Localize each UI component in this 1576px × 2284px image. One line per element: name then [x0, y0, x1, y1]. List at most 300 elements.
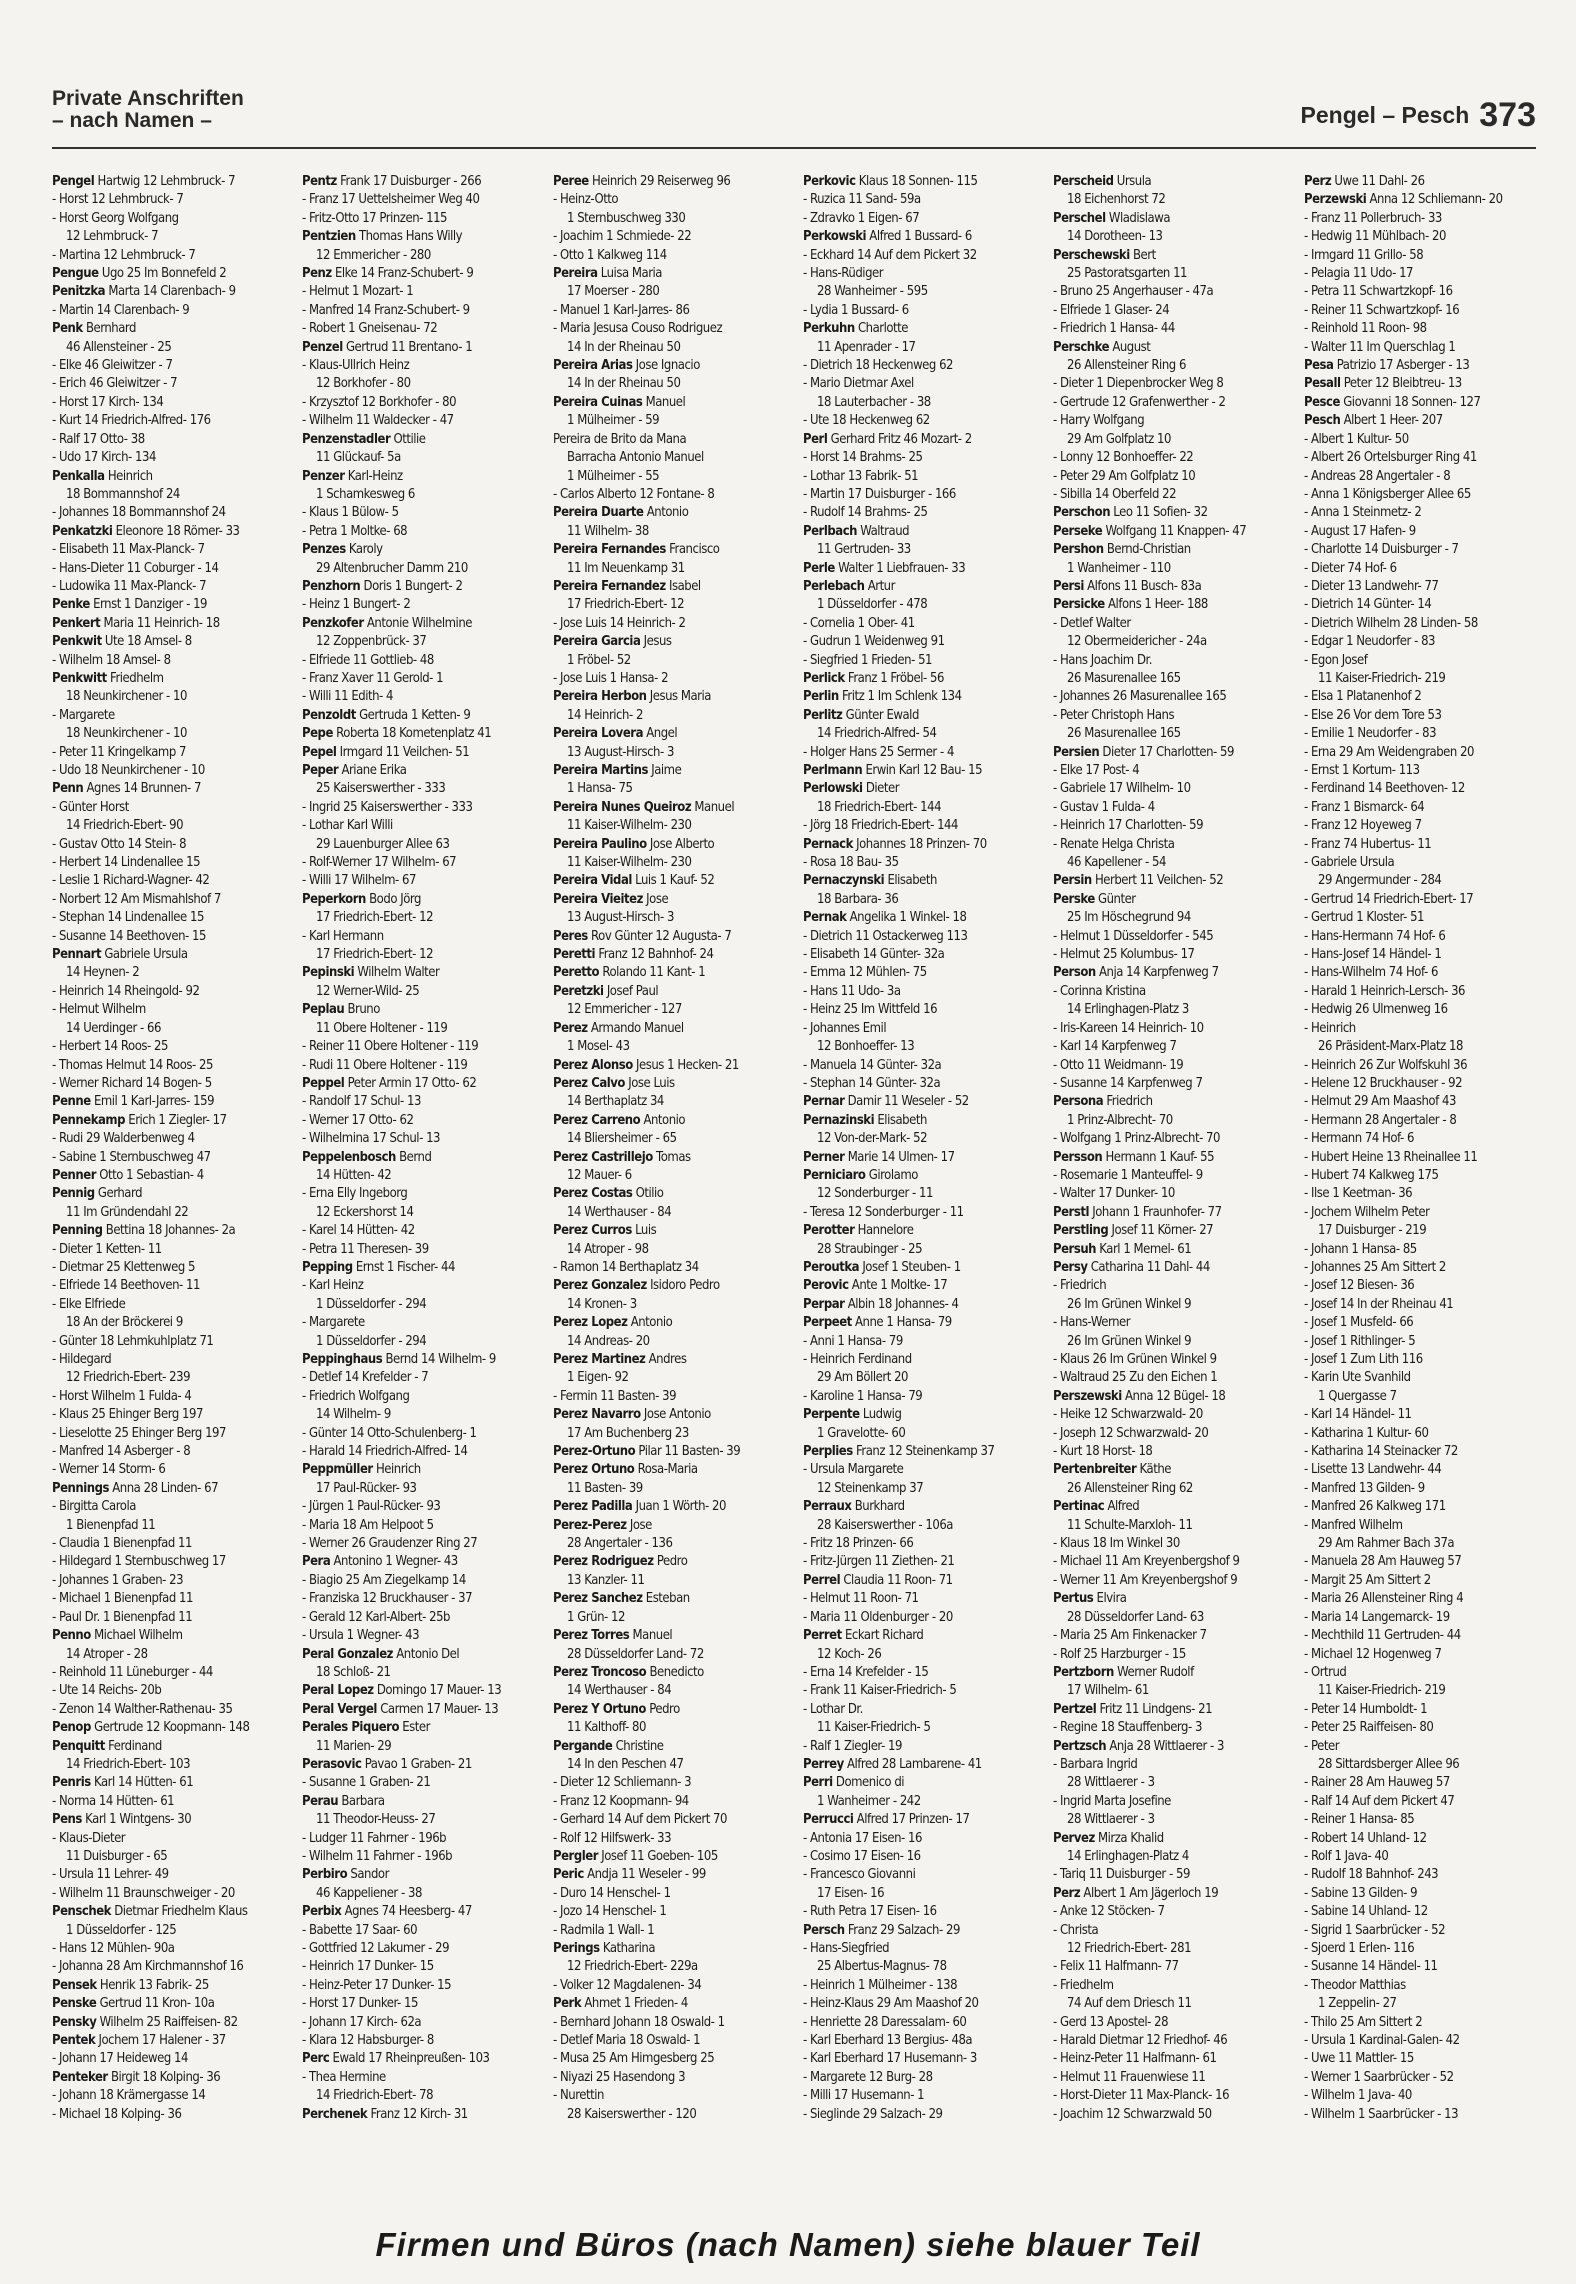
page-number: 373 — [1479, 96, 1536, 134]
directory-entry: Pengel Hartwig 12 Lehmbruck- 7 — [52, 173, 236, 189]
directory-entry: - Rudi 29 Walderbenweg 4 — [52, 1130, 195, 1147]
directory-entry: - Walter 17 Dunker- 10 — [1053, 1185, 1176, 1202]
directory-entry: - Karl Hermann — [302, 927, 385, 944]
directory-entry: Pereira Lovera Angel — [552, 725, 677, 742]
directory-entry: - Helmut 25 Kolumbus- 17 — [1053, 946, 1195, 963]
directory-entry: - Gertrud 14 Friedrich-Ebert- 17 — [1303, 890, 1473, 907]
directory-entry: Perschon Leo 11 Sofien- 32 — [1053, 504, 1208, 521]
directory-entry: - Mechthild 11 Gertruden- 44 — [1303, 1627, 1461, 1644]
directory-entry: - Margarete 12 Burg- 28 — [802, 2068, 933, 2085]
directory-entry: - Gustav 1 Fulda- 4 — [1053, 798, 1156, 815]
directory-entry: 17 Friedrich-Ebert- 12 — [316, 909, 434, 926]
directory-entry: Perez Martinez Andres — [552, 1351, 687, 1367]
surname: Penkert — [52, 614, 101, 631]
surname: Pershon — [1053, 541, 1104, 558]
directory-entry: - Hedwig 26 Ulmenweg 16 — [1303, 1001, 1448, 1018]
directory-entry: Peretzki Josef Paul — [552, 982, 658, 999]
surname: Pennart — [52, 946, 102, 963]
directory-entry: - Jose Luis 1 Hansa- 2 — [552, 669, 668, 686]
directory-entry: - Fritz 18 Prinzen- 66 — [802, 1535, 914, 1552]
surname: Pereira Garcia — [552, 633, 641, 650]
surname: Perbiro — [302, 1866, 348, 1883]
directory-entry: 29 Lauenburger Allee 63 — [316, 835, 450, 852]
directory-entry: - Josef 12 Biesen- 36 — [1303, 1277, 1414, 1294]
directory-entry: 28 Straubinger - 25 — [817, 1240, 923, 1257]
surname: Persi — [1053, 577, 1085, 594]
directory-entry: - Heinz 25 Im Wittfeld 16 — [802, 1001, 938, 1018]
directory-entry: - Hans-Josef 14 Händel- 1 — [1303, 946, 1442, 963]
directory-entry: - Johanna 28 Am Kirchmannshof 16 — [52, 1958, 244, 1975]
directory-entry: - Martina 12 Lehmbruck- 7 — [52, 246, 196, 263]
listing-columns — [52, 172, 1542, 2122]
directory-entry: - Horst 12 Lehmbruck- 7 — [52, 191, 184, 208]
directory-entry: - Peter 11 Kringelkamp 7 — [52, 743, 186, 760]
directory-entry: 12 Obermeidericher - 24a — [1067, 633, 1208, 650]
surname: Pens — [52, 1811, 82, 1828]
directory-entry: 12 Friedrich-Ebert- 229a — [566, 1958, 698, 1975]
surname: Pereira Cuinas — [552, 393, 643, 410]
directory-entry: - Maria 14 Langemarck- 19 — [1303, 1608, 1450, 1625]
surname: Pennings — [52, 1479, 110, 1496]
directory-entry: 26 Masurenallee 165 — [1067, 725, 1181, 742]
directory-entry: - Francesco Giovanni — [802, 1866, 916, 1883]
directory-entry: - Rudolf 14 Brahms- 25 — [802, 504, 928, 521]
surname: Perales Piquero — [302, 1719, 400, 1736]
directory-entry: - Karel 14 Hütten- 42 — [302, 1222, 416, 1239]
surname: Perez Padilla — [552, 1498, 633, 1515]
directory-entry: 18 Barbara- 36 — [817, 890, 899, 907]
directory-entry: - Dieter 12 Schliemann- 3 — [552, 1774, 691, 1791]
directory-entry: Peperkorn Bodo Jörg — [302, 890, 422, 907]
directory-entry: - Sabine 14 Uhland- 12 — [1303, 1903, 1428, 1920]
directory-entry: Perez Carreno Antonio — [552, 1111, 685, 1128]
directory-entry: 14 Atroper - 98 — [566, 1240, 649, 1257]
surname: Pensky — [52, 2013, 97, 2030]
directory-entry: - Heike 12 Schwarzwald- 20 — [1053, 1406, 1204, 1423]
directory-entry: - Ursula 1 Wegner- 43 — [302, 1627, 420, 1644]
directory-entry: Pervez Mirza Khalid — [1053, 1829, 1165, 1846]
surname: Peral Vergel — [302, 1700, 378, 1717]
directory-entry: 14 Werthauser - 84 — [566, 1682, 671, 1699]
directory-entry: Peral Lopez Domingo 17 Mauer- 13 — [302, 1682, 502, 1699]
directory-entry: 17 Eisen- 16 — [817, 1884, 885, 1901]
directory-entry: Pertzel Fritz 11 Lindgens- 21 — [1053, 1700, 1213, 1717]
directory-entry: Pereira Duarte Antonio — [552, 504, 689, 521]
directory-entry: 26 Allensteiner Ring 6 — [1067, 357, 1187, 374]
surname: Perez Calvo — [552, 1074, 625, 1091]
directory-entry: - Hans-Siegfried — [802, 1940, 890, 1956]
directory-entry: Pergande Christine — [552, 1737, 664, 1754]
directory-entry: 17 Friedrich-Ebert- 12 — [316, 946, 434, 963]
surname: Penkwitt — [52, 669, 107, 686]
directory-entry: 12 Emmericher - 127 — [566, 1001, 682, 1018]
directory-entry: Perraux Burkhard — [802, 1498, 905, 1515]
listing-column-1 — [52, 172, 290, 2122]
directory-entry: - Reiner 11 Schwartzkopf- 16 — [1303, 301, 1459, 318]
directory-entry: - Lieselotte 25 Ehinger Berg 197 — [52, 1424, 226, 1441]
surname: Pernazinski — [802, 1111, 875, 1128]
directory-entry: - Dietmar 25 Klettenweg 5 — [52, 1258, 196, 1275]
directory-entry: - Franz 1 Bismarck- 64 — [1303, 798, 1424, 815]
directory-entry: Peral Vergel Carmen 17 Mauer- 13 — [302, 1700, 499, 1717]
directory-entry: - Werner Richard 14 Bogen- 5 — [52, 1074, 212, 1091]
directory-entry: - Robert 1 Gneisenau- 72 — [302, 320, 438, 337]
directory-entry: 28 Düsseldorfer Land- 72 — [566, 1645, 704, 1662]
directory-entry: Perl Gerhard Fritz 46 Mozart- 2 — [802, 430, 972, 447]
directory-entry: - Dieter 13 Landwehr- 77 — [1303, 577, 1439, 594]
surname: Persuh — [1053, 1240, 1097, 1257]
surname: Pereira Martins — [552, 762, 648, 778]
directory-entry: 11 Kaiser-Wilhelm- 230 — [566, 854, 692, 871]
directory-entry: - Elfriede 1 Glaser- 24 — [1053, 301, 1170, 318]
directory-entry: - Ilse 1 Keetman- 36 — [1303, 1185, 1412, 1202]
surname: Perez Sanchez — [552, 1590, 643, 1607]
surname: Perasovic — [302, 1755, 362, 1772]
directory-entry: 1 Zeppelin- 27 — [1317, 1995, 1397, 2012]
directory-entry: - Friedrich 1 Hansa- 44 — [1053, 320, 1176, 337]
surname: Pergande — [552, 1737, 613, 1754]
directory-entry: - Lonny 12 Bonhoeffer- 22 — [1053, 449, 1194, 466]
directory-entry: - Anna 1 Königsberger Allee 65 — [1303, 485, 1471, 502]
directory-entry: Pernaczynski Elisabeth — [802, 872, 937, 889]
directory-entry: Perstling Josef 11 Körner- 27 — [1053, 1222, 1214, 1239]
directory-entry: Penno Michael Wilhelm — [52, 1627, 183, 1644]
directory-entry: - Joachim 12 Schwarzwald 50 — [1053, 2105, 1212, 2122]
directory-entry: - Franz 11 Pollerbruch- 33 — [1303, 209, 1442, 226]
directory-entry: - Helmut 11 Frauenwiese 11 — [1053, 2068, 1206, 2085]
directory-entry: - Harry Wolfgang — [1053, 412, 1145, 429]
surname: Penzhorn — [302, 577, 361, 594]
directory-entry: 12 Lehmbruck- 7 — [66, 228, 159, 245]
surname: Perbix — [302, 1903, 342, 1920]
surname: Perotter — [802, 1222, 855, 1239]
directory-entry: - Udo 18 Neunkirchener - 10 — [52, 762, 205, 778]
surname: Penkalla — [52, 467, 105, 484]
directory-entry: - Horst 14 Brahms- 25 — [802, 449, 923, 466]
directory-entry: Perpar Albin 18 Johannes- 4 — [802, 1295, 959, 1312]
directory-entry: - Elfriede 14 Beethoven- 11 — [52, 1277, 200, 1294]
directory-entry: 11 Kaiser-Friedrich- 5 — [817, 1719, 931, 1736]
directory-entry: 11 Im Neuenkamp 31 — [566, 559, 685, 576]
directory-entry: - Claudia 1 Bienenpfad 11 — [52, 1535, 192, 1552]
directory-entry: - Günter 18 Lehmkuhlplatz 71 — [52, 1332, 214, 1349]
directory-entry: - Niyazi 25 Hasendong 3 — [552, 2068, 685, 2085]
directory-entry: - Johann 17 Heideweg 14 — [52, 2050, 188, 2067]
surname: Perret — [802, 1627, 842, 1644]
directory-entry: - Karl Heinz — [302, 1277, 364, 1294]
directory-entry: Pereira Vidal Luis 1 Kauf- 52 — [552, 872, 714, 889]
directory-entry: Perovic Ante 1 Moltke- 17 — [802, 1277, 948, 1294]
directory-entry: - Wilhelmina 17 Schul- 13 — [302, 1130, 441, 1147]
directory-entry: Pens Karl 1 Wintgens- 30 — [52, 1811, 192, 1828]
surname: Perchenek — [302, 2105, 368, 2122]
surname: Perner — [802, 1148, 845, 1165]
directory-entry: - Peter 29 Am Golfplatz 10 — [1053, 467, 1196, 484]
directory-entry: 28 Wanheimer - 595 — [817, 283, 928, 300]
directory-entry: - Dieter 1 Ketten- 11 — [52, 1240, 162, 1257]
surname: Pereira Duarte — [552, 504, 644, 521]
directory-entry: 14 Andreas- 20 — [566, 1332, 650, 1349]
surname: Pereira Vidal — [552, 872, 632, 889]
surname: Perz — [1053, 1884, 1081, 1901]
directory-entry: Pertenbreiter Käthe — [1053, 1461, 1172, 1478]
surname: Penzkofer — [302, 614, 364, 631]
directory-entry: Perk Ahmet 1 Frieden- 4 — [552, 1995, 688, 2012]
directory-entry: 11 Theodor-Heuss- 27 — [316, 1811, 436, 1828]
directory-entry: - Jürgen 1 Paul-Rücker- 93 — [302, 1498, 441, 1515]
directory-entry: Pereira Nunes Queiroz Manuel — [552, 798, 734, 815]
surname: Perz — [1303, 173, 1331, 189]
surname: Penne — [52, 1093, 91, 1110]
directory-entry: - Franz Xaver 11 Gerold- 1 — [302, 669, 444, 686]
page-range-header — [1301, 96, 1536, 135]
directory-entry: Perings Katharina — [552, 1940, 655, 1956]
directory-entry: - Thilo 25 Am Sittert 2 — [1303, 2013, 1422, 2030]
directory-entry: - Hubert Heine 13 Rheinallee 11 — [1303, 1148, 1478, 1165]
directory-entry: - Elisabeth 11 Max-Planck- 7 — [52, 541, 205, 558]
directory-entry: 29 Am Golfplatz 10 — [1067, 430, 1172, 447]
surname: Perlowski — [802, 780, 863, 797]
directory-entry: 11 Marien- 29 — [316, 1737, 392, 1754]
directory-entry: Pesch Albert 1 Heer- 207 — [1303, 412, 1443, 429]
directory-entry: - Henriette 28 Daressalam- 60 — [802, 2013, 967, 2030]
surname: Pepel — [302, 743, 337, 760]
directory-entry: - Johann 18 Krämergasse 14 — [52, 2087, 206, 2104]
directory-entry: - Peter 25 Raiffeisen- 80 — [1303, 1719, 1433, 1736]
directory-entry: 1 Fröbel- 52 — [566, 651, 631, 668]
directory-entry: - Tariq 11 Duisburger - 59 — [1053, 1866, 1191, 1883]
directory-entry: - Johannes 1 Graben- 23 — [52, 1571, 184, 1588]
directory-entry: Perez Alonso Jesus 1 Hecken- 21 — [552, 1056, 739, 1073]
directory-entry: - Franz 74 Hubertus- 11 — [1303, 835, 1431, 852]
directory-entry: - Peter 14 Humboldt- 1 — [1303, 1700, 1427, 1717]
directory-entry: - Klaus 25 Ehinger Berg 197 — [52, 1406, 203, 1423]
directory-entry: - Ludger 11 Fahrner - 196b — [302, 1829, 447, 1846]
directory-entry: 1 Mosel- 43 — [566, 1038, 630, 1055]
directory-entry: Perbiro Sandor — [302, 1866, 390, 1883]
surname: Pengue — [52, 265, 99, 282]
directory-entry: - Karl 14 Händel- 11 — [1303, 1406, 1412, 1423]
directory-entry: Perez Curros Luis — [552, 1222, 656, 1239]
surname: Pereira Lovera — [552, 725, 643, 742]
directory-entry: - Horst 17 Dunker- 15 — [302, 1995, 419, 2012]
directory-entry: Pepping Ernst 1 Fischer- 44 — [302, 1258, 456, 1275]
surname: Peper — [302, 762, 339, 778]
directory-entry: - Ursula 11 Lehrer- 49 — [52, 1866, 169, 1883]
directory-entry: - Fritz-Jürgen 11 Ziethen- 21 — [802, 1553, 955, 1570]
surname: Perschel — [1053, 209, 1106, 226]
directory-entry: 26 Im Grünen Winkel 9 — [1067, 1295, 1192, 1312]
surname: Perez Lopez — [552, 1314, 628, 1331]
directory-entry: - Zenon 14 Walther-Rathenau- 35 — [52, 1700, 233, 1717]
surname: Penke — [52, 596, 90, 613]
directory-entry: Penk Bernhard — [52, 320, 136, 337]
directory-entry: 46 Allensteiner - 25 — [66, 338, 172, 355]
directory-entry: - Sjoerd 1 Erlen- 116 — [1303, 1940, 1414, 1956]
directory-entry: Pensek Henrik 13 Fabrik- 25 — [52, 1976, 209, 1993]
directory-entry: - Willi 17 Wilhelm- 67 — [302, 872, 417, 889]
directory-entry: Pepinski Wilhelm Walter — [302, 964, 440, 981]
directory-entry: Perschke August — [1053, 338, 1151, 355]
directory-entry: - Heinrich 26 Zur Wolfskuhl 36 — [1303, 1056, 1467, 1073]
directory-entry: Peroutka Josef 1 Steuben- 1 — [802, 1258, 961, 1275]
listing-column-6 — [1304, 172, 1542, 2122]
directory-entry: - Albert 26 Ortelsburger Ring 41 — [1303, 449, 1477, 466]
directory-entry: 12 Zoppenbrück- 37 — [316, 633, 427, 650]
directory-entry: Peppelenbosch Bernd — [302, 1148, 432, 1165]
directory-entry: Penske Gertrud 11 Kron- 10a — [52, 1995, 215, 2012]
surname: Peroutka — [802, 1258, 860, 1275]
directory-entry: - Anke 12 Stöcken- 7 — [1053, 1903, 1165, 1920]
directory-entry: 14 Friedrich-Alfred- 54 — [817, 725, 937, 742]
directory-entry: - Klaus 1 Bülow- 5 — [302, 504, 399, 521]
directory-entry: Penkalla Heinrich — [52, 467, 153, 484]
directory-entry: Penzes Karoly — [302, 541, 383, 558]
surname: Pertinac — [1053, 1498, 1105, 1515]
directory-entry: Penke Ernst 1 Danziger - 19 — [52, 596, 208, 613]
directory-entry: 18 Neunkirchener - 10 — [66, 725, 187, 742]
directory-entry: - Radmila 1 Wall- 1 — [552, 1921, 654, 1938]
surname: Pereira Fernandez — [552, 577, 666, 594]
directory-entry: Barracha Antonio Manuel — [566, 449, 704, 466]
directory-entry: - Sigrid 1 Saarbrücker - 52 — [1303, 1921, 1445, 1938]
directory-entry: - Hans-Wilhelm 74 Hof- 6 — [1303, 964, 1438, 981]
directory-entry: Perniciaro Girolamo — [802, 1166, 918, 1183]
directory-entry: - Albert 1 Kultur- 50 — [1303, 430, 1409, 447]
surname: Pentz — [302, 173, 338, 189]
directory-entry: - Ingrid Marta Josefine — [1053, 1792, 1172, 1809]
directory-entry: - Klaus-Dieter — [52, 1829, 126, 1846]
directory-entry: - Franz 12 Hoyeweg 7 — [1303, 817, 1422, 834]
directory-entry: Penkatzki Eleonore 18 Römer- 33 — [52, 522, 240, 539]
directory-entry: Pertinac Alfred — [1053, 1498, 1140, 1515]
directory-entry: - Klaus-Ullrich Heinz — [302, 357, 410, 374]
surname: Perez Rodriguez — [552, 1553, 654, 1570]
directory-entry: - Rudolf 18 Bahnhof- 243 — [1303, 1866, 1438, 1883]
directory-entry: Pesa Patrizio 17 Asberger - 13 — [1303, 357, 1469, 374]
directory-entry: 1 Prinz-Albrecht- 70 — [1067, 1111, 1174, 1128]
directory-entry: 14 Dorotheen- 13 — [1067, 228, 1163, 245]
directory-entry: - Gertrud 1 Kloster- 51 — [1303, 909, 1424, 926]
directory-entry: - Heinrich — [1303, 1019, 1356, 1036]
directory-entry: - Horst Wilhelm 1 Fulda- 4 — [52, 1387, 192, 1404]
directory-entry: 18 Schloß- 21 — [316, 1663, 391, 1680]
directory-entry: Perscheid Ursula — [1053, 173, 1152, 189]
directory-entry: 1 Gravelotte- 60 — [817, 1424, 906, 1441]
directory-entry: Person Anja 14 Karpfenweg 7 — [1053, 964, 1219, 981]
directory-entry: 14 In der Rheinau 50 — [566, 375, 681, 392]
directory-entry: Penzoldt Gertruda 1 Ketten- 9 — [302, 706, 471, 723]
directory-entry: - Michael 18 Kolping- 36 — [52, 2105, 182, 2122]
directory-entry: - Ingrid 25 Kaiserswerther - 333 — [302, 798, 473, 815]
directory-entry: 1 Quergasse 7 — [1317, 1387, 1397, 1404]
directory-entry: 14 Erlinghagen-Platz 4 — [1067, 1847, 1190, 1864]
directory-entry: - Charlotte 14 Duisburger - 7 — [1303, 541, 1459, 558]
surname: Penner — [52, 1166, 97, 1183]
directory-entry: - Ortrud — [1303, 1663, 1347, 1680]
surname: Penn — [52, 780, 84, 797]
surname: Perraux — [802, 1498, 852, 1515]
directory-entry: - Rosemarie 1 Manteuffel- 9 — [1053, 1166, 1204, 1183]
directory-entry: 18 Bommannshof 24 — [66, 485, 180, 502]
directory-entry: Perez Lopez Antonio — [552, 1314, 673, 1331]
directory-entry: Pereira Garcia Jesus — [552, 633, 672, 650]
directory-entry: - Emilie 1 Neudorfer - 83 — [1303, 725, 1436, 742]
directory-entry: Persona Friedrich — [1053, 1093, 1153, 1110]
directory-entry: - Manuela 14 Günter- 32a — [802, 1056, 942, 1073]
directory-entry: - Friedrich — [1053, 1277, 1107, 1294]
surname: Perlbach — [802, 522, 857, 539]
directory-entry: Penner Otto 1 Sebastian- 4 — [52, 1166, 204, 1183]
directory-entry: Penkwit Ute 18 Amsel- 8 — [52, 633, 192, 650]
directory-entry: - Heinz-Peter 17 Dunker- 15 — [302, 1976, 452, 1993]
directory-entry: Pereira Martins Jaime — [552, 762, 681, 778]
directory-entry: - Stephan 14 Günter- 32a — [802, 1074, 941, 1091]
directory-entry: - Maria 18 Am Helpoot 5 — [302, 1516, 434, 1533]
directory-entry: Perseke Wolfgang 11 Knappen- 47 — [1053, 522, 1247, 539]
directory-entry: Pepe Roberta 18 Kometenplatz 41 — [302, 725, 492, 742]
directory-entry: - Ursula 1 Kardinal-Galen- 42 — [1303, 2032, 1460, 2049]
directory-entry: - Elfriede 11 Gottlieb- 48 — [302, 651, 435, 668]
directory-entry: - Holger Hans 25 Sermer - 4 — [802, 743, 954, 760]
directory-entry: - Manuel 1 Karl-Jarres- 86 — [552, 301, 690, 318]
directory-entry: 25 Albertus-Magnus- 78 — [817, 1958, 947, 1975]
directory-entry: Perez Costas Otilio — [552, 1185, 664, 1202]
surname: Perscheid — [1053, 173, 1114, 189]
directory-entry: - Willi 11 Edith- 4 — [302, 688, 394, 705]
directory-entry: - Lothar Dr. — [802, 1700, 863, 1717]
directory-entry: - Wilhelm 18 Amsel- 8 — [52, 651, 171, 668]
directory-entry: - Gabriele Ursula — [1303, 854, 1394, 871]
directory-entry: 26 Präsident-Marx-Platz 18 — [1317, 1038, 1463, 1055]
directory-entry: - Wilhelm 1 Saarbrücker - 13 — [1303, 2105, 1458, 2122]
directory-entry: - Joseph 12 Schwarzwald- 20 — [1053, 1424, 1209, 1441]
directory-entry: 11 Wilhelm- 38 — [566, 522, 649, 539]
directory-entry: 1 Düsseldorfer - 294 — [316, 1332, 427, 1349]
directory-entry: - Thomas Helmut 14 Roos- 25 — [52, 1056, 213, 1073]
surname: Penzel — [302, 338, 344, 355]
surname: Penzer — [302, 467, 345, 484]
surname: Perez Navarro — [552, 1406, 641, 1423]
directory-entry: - Hans Joachim Dr. — [1053, 651, 1153, 668]
directory-entry: - Michael 12 Hogenweg 7 — [1303, 1645, 1442, 1662]
directory-entry: Pereira Cuinas Manuel — [552, 393, 685, 410]
directory-entry: - Wilhelm 11 Waldecker - 47 — [302, 412, 454, 429]
directory-entry: 1 Düsseldorfer - 294 — [316, 1295, 427, 1312]
surname: Pepping — [302, 1258, 353, 1275]
directory-entry: Perlowski Dieter — [802, 780, 900, 797]
directory-entry: 12 Friedrich-Ebert- 281 — [1067, 1940, 1192, 1956]
directory-entry: - Harald Dietmar 12 Friedhof- 46 — [1053, 2032, 1228, 2049]
directory-entry: Peric Andja 11 Weseler - 99 — [552, 1866, 706, 1883]
directory-entry: - Franziska 12 Bruckhauser - 37 — [302, 1590, 473, 1607]
directory-entry: 29 Am Rahmer Bach 37a — [1317, 1535, 1454, 1552]
surname: Perez Y Ortuno — [552, 1700, 646, 1717]
directory-entry: 17 Wilhelm- 61 — [1067, 1682, 1150, 1699]
directory-entry: Perlitz Günter Ewald — [802, 706, 919, 723]
surname: Perrel — [802, 1571, 841, 1588]
surname: Perlin — [802, 688, 839, 705]
directory-entry: - Klara 12 Habsburger- 8 — [302, 2032, 435, 2049]
directory-entry: Pesce Giovanni 18 Sonnen- 127 — [1303, 393, 1481, 410]
directory-entry: Penzkofer Antonie Wilhelmine — [302, 614, 473, 631]
surname: Perez Martinez — [552, 1351, 646, 1367]
listing-column-5 — [1053, 172, 1291, 2122]
directory-entry: Pereira Arias Jose Ignacio — [552, 357, 700, 374]
directory-entry: - Jörg 18 Friedrich-Ebert- 144 — [802, 817, 958, 834]
surname: Perniciaro — [802, 1166, 866, 1183]
directory-entry: - Manuela 28 Am Hauweg 57 — [1303, 1553, 1461, 1570]
